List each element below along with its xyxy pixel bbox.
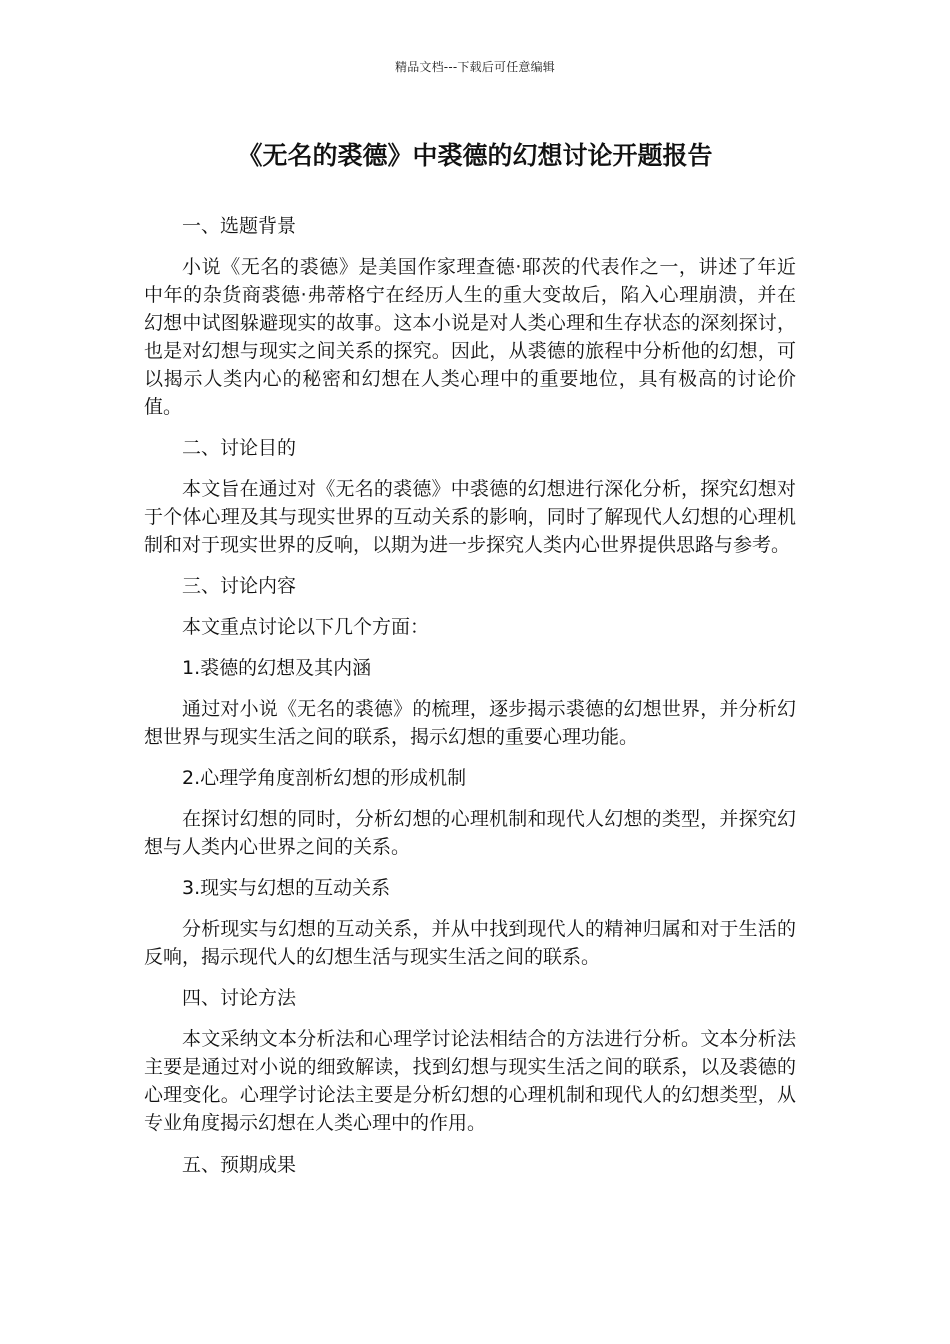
header-note: 精品文档---下载后可任意编辑: [395, 60, 555, 74]
section-heading-method: 四、讨论方法: [182, 987, 297, 1009]
section-heading-purpose: 二、讨论目的: [182, 437, 297, 459]
subsection-heading-1: 1.裘德的幻想及其内涵: [182, 657, 372, 679]
document-title: 《无名的裘德》中裘德的幻想讨论开题报告: [237, 141, 713, 170]
section-heading-background: 一、选题背景: [182, 215, 297, 237]
section-body-background: 小说《无名的裘德》是美国作家理查德·耶茨的代表作之一，讲述了年近中年的杂货商裘德·弗蒂格宁在经历人生的重大变故后，陷入心理崩溃，并在幻想中试图躲避现实的故事。这本小说是对人类心理和生存状态的深刻探讨，也是对幻想与现实之间关系的探究。因此，从裘德的旅程中分析他的幻想，可以揭示人类内心的秘密和幻想在人类心理中的重要地位，具有极高的讨论价值。: [144, 256, 796, 418]
section-intro-content: 本文重点讨论以下几个方面：: [182, 616, 430, 638]
section-heading-results: 五、预期成果: [182, 1154, 297, 1176]
section-body-purpose: 本文旨在通过对《无名的裘德》中裘德的幻想进行深化分析，探究幻想对于个体心理及其与现实世界的互动关系的影响，同时了解现代人幻想的心理机制和对于现实世界的反响，以期为进一步探究人类内心世界提供思路与参考。: [144, 478, 796, 556]
subsection-body-3: 分析现实与幻想的互动关系，并从中找到现代人的精神归属和对于生活的反响，揭示现代人的幻想生活与现实生活之间的联系。: [144, 918, 796, 968]
document-body: [144, 212, 796, 1192]
subsection-heading-3: 3.现实与幻想的互动关系: [182, 877, 391, 899]
subsection-body-1: 通过对小说《无名的裘德》的梳理，逐步揭示裘德的幻想世界，并分析幻想世界与现实生活之间的联系，揭示幻想的重要心理功能。: [144, 698, 796, 748]
subsection-heading-2: 2.心理学角度剖析幻想的形成机制: [182, 767, 467, 789]
section-body-method: 本文采纳文本分析法和心理学讨论法相结合的方法进行分析。文本分析法主要是通过对小说的细致解读，找到幻想与现实生活之间的联系，以及裘德的心理变化。心理学讨论法主要是分析幻想的心理机制和现代人的幻想类型，从专业角度揭示幻想在人类心理中的作用。: [144, 1028, 796, 1134]
subsection-body-2: 在探讨幻想的同时，分析幻想的心理机制和现代人幻想的类型，并探究幻想与人类内心世界之间的关系。: [144, 808, 796, 858]
section-heading-content: 三、讨论内容: [182, 575, 297, 597]
